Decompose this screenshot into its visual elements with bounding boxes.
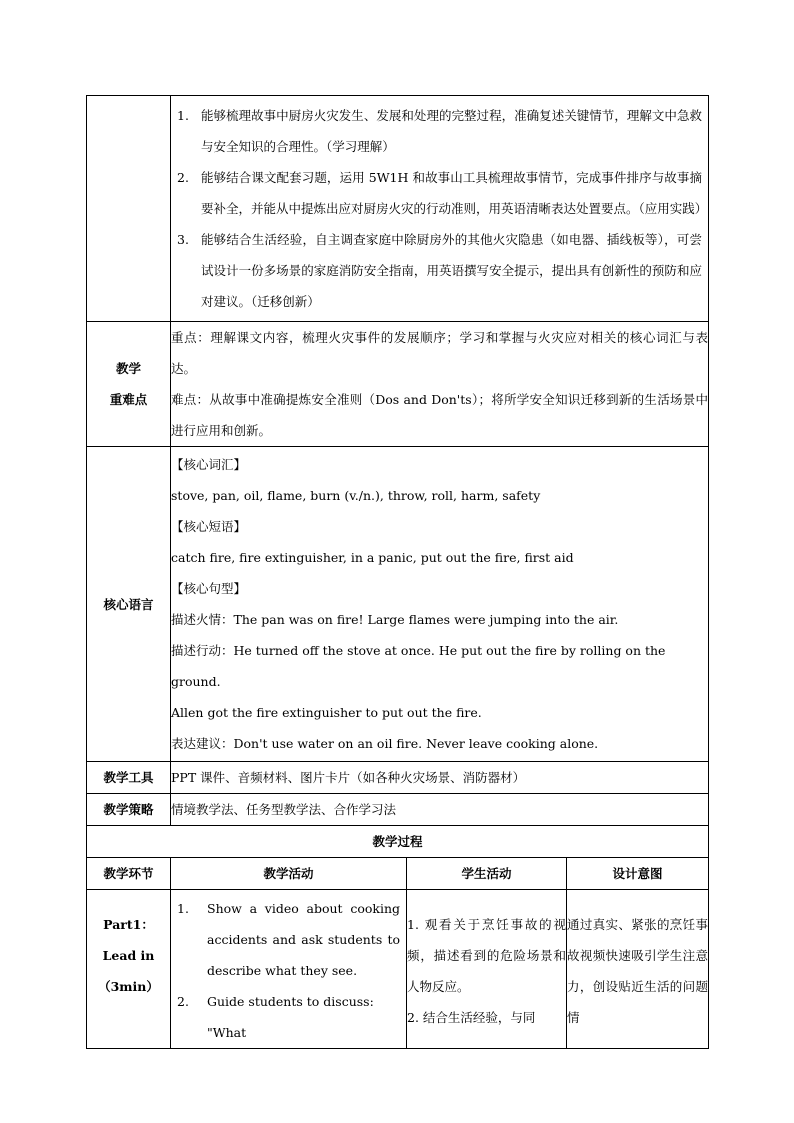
process-title-row (87, 826, 709, 858)
focus-label-line2: 重难点 (109, 392, 148, 407)
sentence-action-2: Allen got the fire extinguisher to put out the fire. (171, 705, 482, 720)
activity-text: Show a video about cooking accidents and ask students to describe what they see. (207, 901, 400, 978)
activity-item (171, 893, 406, 986)
student-activity-2: 2. 结合生活经验，与同 (407, 1009, 536, 1025)
focus-label (87, 322, 171, 447)
vocab-title: 【核心词汇】 (171, 457, 247, 472)
sentence-advice: 表达建议：Don't use water on an oil fire. Never leave cooking alone. (171, 736, 599, 751)
objective-number: 2. (177, 170, 189, 185)
objective-text: 能够梳理故事中厨房火灾发生、发展和处理的完整过程，准确复述关键情节，理解文中急救与安全知识的合理性。（学习理解） (201, 108, 702, 154)
sentences-title: 【核心句型】 (171, 581, 247, 596)
strategy-value: 情境教学法、任务型教学法、合作学习法 (171, 794, 709, 826)
sentence-fire: 描述火情：The pan was on fire! Large flames were jumping into the air. (171, 612, 619, 627)
part1-label-2: Lead in (102, 947, 155, 963)
process-header-row (87, 858, 709, 890)
header-stage: 教学环节 (87, 858, 171, 890)
tools-value: PPT 课件、音频材料、图片卡片（如各种火灾场景、消防器材） (171, 762, 709, 794)
student-activity-1: 1. 观看关于烹饪事故的视频，描述看到的危险场景和人物反应。 (407, 916, 566, 994)
header-teacher-activity: 教学活动 (171, 858, 407, 890)
objective-item (171, 100, 708, 162)
header-student-activity: 学生活动 (407, 858, 567, 890)
part1-student-activities (407, 890, 567, 1049)
strategy-label: 教学策略 (87, 794, 171, 826)
objective-item (171, 162, 708, 224)
part1-design-intent: 通过真实、紧张的烹饪事故视频快速吸引学生注意力，创设贴近生活的问题情 (567, 890, 709, 1049)
strategy-row (87, 794, 709, 826)
tools-label: 教学工具 (87, 762, 171, 794)
focus-row (87, 322, 709, 447)
activity-number: 2. (177, 994, 189, 1009)
objective-number: 3. (177, 232, 189, 247)
objectives-row (87, 96, 709, 322)
part1-label (87, 890, 171, 1049)
core-language-label: 核心语言 (87, 447, 171, 762)
process-title: 教学过程 (87, 826, 709, 858)
activity-item (171, 986, 406, 1048)
core-language-content (171, 447, 709, 762)
phrases-list: catch fire, fire extinguisher, in a panic, put out the fire, first aid (171, 550, 574, 565)
difficulties-text: 难点：从故事中准确提炼安全准则（Dos and Don'ts）；将所学安全知识迁移到新的生活场景中进行应用和创新。 (171, 392, 708, 438)
focus-label-line1: 教学 (115, 361, 141, 376)
part1-label-3: （3min） (98, 978, 159, 994)
part1-row (87, 890, 709, 1049)
key-points-text: 重点：理解课文内容，梳理火灾事件的发展顺序；学习和掌握与火灾应对相关的核心词汇与表达。 (171, 330, 708, 376)
objectives-label-cell (87, 96, 171, 322)
objective-item (171, 224, 708, 317)
part1-activities (171, 890, 407, 1049)
activity-number: 1. (177, 901, 189, 916)
objective-text: 能够结合生活经验，自主调查家庭中除厨房外的其他火灾隐患（如电器、插线板等），可尝试设计一份多场景的家庭消防安全指南，用英语撰写安全提示，提出具有创新性的预防和应对建议。（迁移创新） (201, 232, 702, 309)
header-design-intent: 设计意图 (567, 858, 709, 890)
core-language-row (87, 447, 709, 762)
focus-content (171, 322, 709, 447)
tools-row (87, 762, 709, 794)
sentence-action-1: 描述行动：He turned off the stove at once. He put out the fire by rolling on the ground. (171, 643, 666, 689)
objective-number: 1. (177, 108, 189, 123)
lesson-plan-table (86, 95, 709, 1049)
objective-text: 能够结合课文配套习题，运用 5W1H 和故事山工具梳理故事情节，完成事件排序与故事摘要补全，并能从中提炼出应对厨房火灾的行动准则，用英语清晰表达处置要点。（应用实践） (201, 170, 708, 216)
activity-text: Guide students to discuss: "What (207, 994, 374, 1040)
vocab-list: stove, pan, oil, flame, burn (v./n.), throw, roll, harm, safety (171, 488, 541, 503)
phrases-title: 【核心短语】 (171, 519, 247, 534)
part1-label-1: Part1： (103, 916, 154, 932)
objectives-cell (171, 96, 709, 322)
